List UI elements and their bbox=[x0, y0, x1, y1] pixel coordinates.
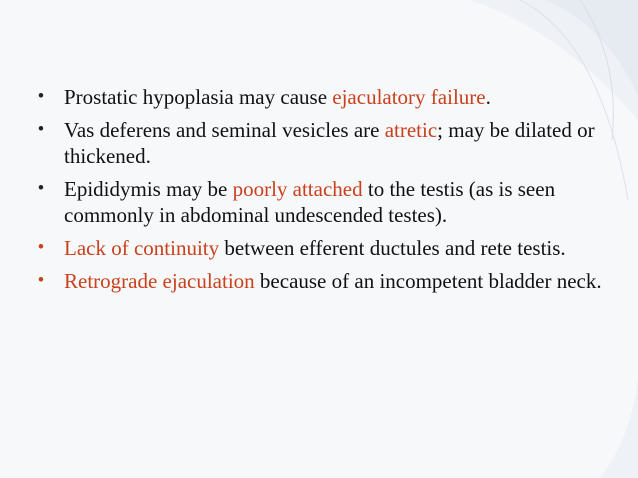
bullet-dot-icon: • bbox=[37, 86, 45, 107]
highlighted-text: atretic bbox=[384, 118, 438, 142]
bullet-text: . bbox=[485, 85, 491, 109]
bullet-item bbox=[30, 84, 605, 110]
bullet-text: because of an incompetent bladder neck. bbox=[254, 269, 602, 293]
bullet-dot-icon: • bbox=[37, 119, 45, 140]
bullet-text: Vas deferens and seminal vesicles are bbox=[64, 118, 385, 142]
bullet-text: ; may be dilated or thickened. bbox=[64, 118, 595, 168]
bullet-dot-icon: • bbox=[37, 237, 45, 258]
highlighted-text: Retrograde ejaculation bbox=[64, 269, 255, 293]
bullet-text: Epididymis may be bbox=[64, 177, 233, 201]
bullet-item bbox=[30, 176, 605, 228]
highlighted-text: Lack of continuity bbox=[64, 236, 220, 260]
highlighted-text: poorly attached bbox=[232, 177, 363, 201]
bullet-item bbox=[30, 235, 605, 261]
highlighted-text: ejaculatory failure bbox=[332, 85, 486, 109]
bullet-dot-icon: • bbox=[37, 270, 45, 291]
bullet-item bbox=[30, 117, 605, 169]
bullet-dot-icon: • bbox=[37, 178, 45, 199]
bullet-list bbox=[30, 84, 605, 294]
bullet-text: between efferent ductules and rete testis. bbox=[219, 236, 566, 260]
content-area bbox=[30, 84, 605, 301]
bullet-item bbox=[30, 268, 605, 294]
bullet-text: Prostatic hypoplasia may cause bbox=[64, 85, 333, 109]
bullet-text: to the testis (as is seen commonly in abdominal undescended testes). bbox=[64, 177, 556, 227]
